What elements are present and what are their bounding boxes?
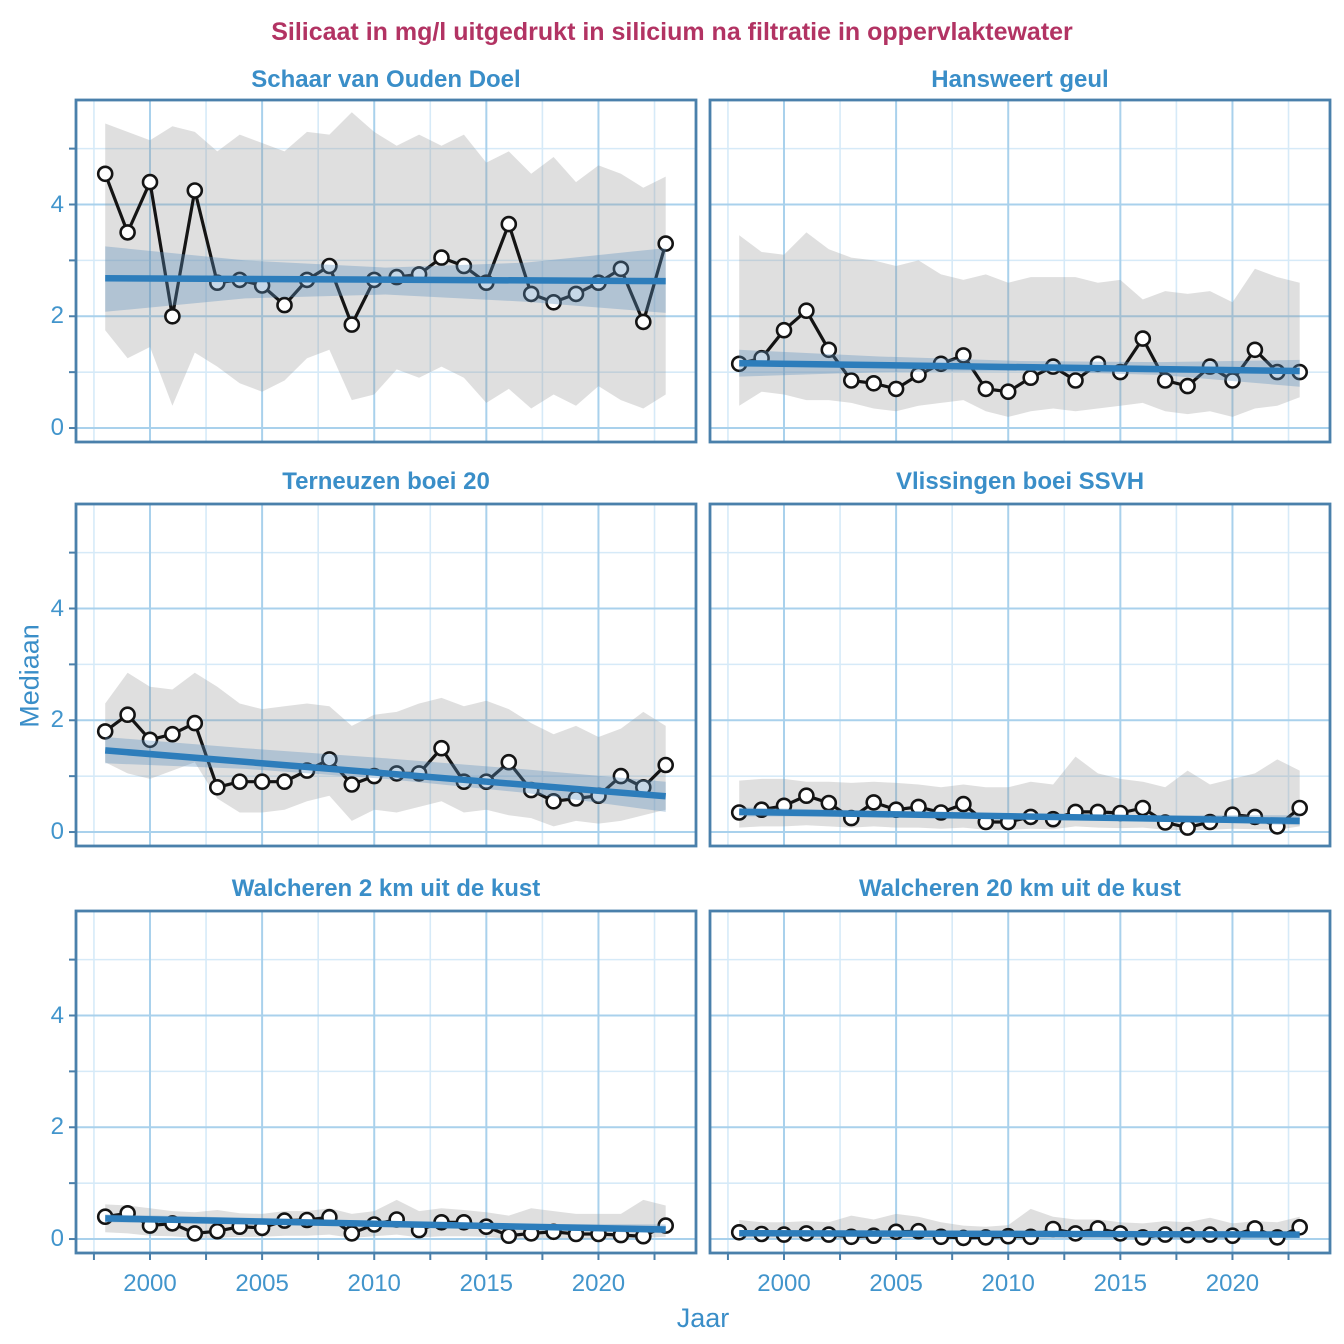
data-point	[165, 727, 179, 741]
panel-border	[710, 911, 1330, 1253]
data-point	[1248, 343, 1262, 357]
data-point	[502, 217, 516, 231]
panel-title-schaar-van-ouden-doel: Schaar van Ouden Doel	[251, 66, 521, 93]
x-tick-label: 2000	[123, 1270, 177, 1297]
y-tick-label: 0	[50, 818, 64, 846]
panel-title-walcheren-20km: Walcheren 20 km uit de kust	[859, 875, 1181, 902]
gridlines-minor	[710, 911, 1330, 1253]
x-tick-label: 2015	[1093, 1270, 1148, 1297]
data-point	[188, 716, 202, 730]
data-point	[1136, 801, 1150, 815]
gridlines-major	[76, 911, 696, 1253]
panel-plot-2	[76, 504, 696, 846]
x-tick-label: 2020	[571, 1270, 626, 1297]
y-tick-label: 2	[50, 1113, 64, 1141]
panel-plot-5	[710, 911, 1330, 1253]
data-point	[1136, 332, 1150, 346]
x-axis-title: Jaar	[676, 1303, 730, 1333]
panel-plot-0	[76, 100, 696, 442]
data-point	[777, 323, 791, 337]
data-point	[278, 775, 292, 789]
data-point	[188, 1226, 202, 1240]
data-point	[345, 778, 359, 792]
data-point	[1181, 379, 1195, 393]
data-point	[956, 797, 970, 811]
data-point	[345, 1226, 359, 1240]
panel-title-hansweert-geul: Hansweert geul	[931, 66, 1109, 93]
data-point	[502, 1229, 516, 1243]
data-point	[659, 758, 673, 772]
data-point	[844, 374, 858, 388]
data-point	[345, 318, 359, 332]
data-point	[1069, 374, 1083, 388]
data-point	[255, 775, 269, 789]
trend-line	[739, 1233, 1299, 1234]
data-point	[979, 382, 993, 396]
data-point	[1181, 821, 1195, 835]
panel-plot-1	[710, 100, 1330, 442]
x-tick-label: 2005	[235, 1270, 289, 1297]
y-tick-label: 0	[50, 414, 64, 442]
x-tick-label: 2010	[347, 1270, 401, 1297]
panel-title-vlissingen-boei-ssvh: Vlissingen boei SSVH	[895, 468, 1145, 495]
data-point	[799, 789, 813, 803]
y-tick-label: 2	[50, 706, 64, 734]
data-point	[502, 755, 516, 769]
y-tick-label: 0	[50, 1225, 64, 1253]
y-tick-label: 4	[50, 1001, 64, 1029]
y-tick-label: 2	[50, 302, 64, 330]
gridlines-major	[710, 911, 1330, 1253]
data-point	[1001, 385, 1015, 399]
panel-plot-4	[76, 911, 696, 1253]
data-point	[435, 741, 449, 755]
data-point	[822, 796, 836, 810]
data-point	[636, 315, 650, 329]
panel-plot-3	[710, 504, 1330, 846]
x-tick-label: 2020	[1205, 1270, 1260, 1297]
y-axis-title: Mediaan	[14, 624, 45, 728]
y-tick-label: 4	[50, 190, 64, 218]
data-point	[98, 724, 112, 738]
data-point	[278, 298, 292, 312]
data-point	[889, 382, 903, 396]
data-point	[121, 708, 135, 722]
trend-line	[105, 278, 666, 281]
chart-title: Silicaat in mg/l uitgedrukt in silicium na filtratie in oppervlaktewater	[271, 18, 1073, 46]
data-point	[867, 376, 881, 390]
x-tick-label: 2000	[757, 1270, 811, 1297]
x-tick-label: 2005	[869, 1270, 923, 1297]
data-point	[188, 184, 202, 198]
data-point	[210, 780, 224, 794]
data-point	[233, 775, 247, 789]
data-point	[1024, 371, 1038, 385]
data-point	[143, 175, 157, 189]
x-tick-label: 2010	[981, 1270, 1035, 1297]
data-point	[435, 251, 449, 265]
panel-title-walcheren-2km: Walcheren 2 km uit de kust	[231, 875, 541, 902]
data-point	[165, 309, 179, 323]
data-point	[1293, 801, 1307, 815]
gridlines-minor	[76, 911, 696, 1253]
panel-title-terneuzen-boei-20: Terneuzen boei 20	[282, 468, 490, 495]
data-point	[210, 1224, 224, 1238]
data-point	[98, 167, 112, 181]
data-point	[121, 225, 135, 239]
x-tick-label: 2015	[459, 1270, 514, 1297]
data-point	[867, 795, 881, 809]
panel-border	[76, 911, 696, 1253]
y-tick-label: 4	[50, 594, 64, 622]
data-point	[799, 304, 813, 318]
